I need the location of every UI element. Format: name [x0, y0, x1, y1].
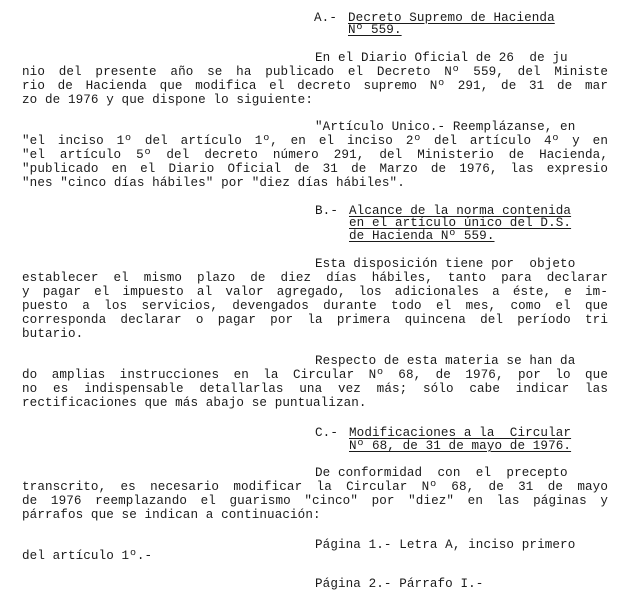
section-c-heading-line-1: Modificaciones a la Circular [349, 426, 572, 440]
section-b-heading-line-3: de Hacienda Nº 559. [349, 229, 495, 243]
section-c-paragraph-line-4: párrafos que se indican a continuación: [22, 508, 321, 522]
section-c-marker: C.- [315, 426, 338, 440]
section-c-paragraph-line-3: de 1976 reemplazando el guarismo "cinco" por "diez" en las páginas y [22, 494, 608, 508]
section-c-paragraph-line-1: De conformidad con el precepto [315, 466, 568, 480]
section-c-paragraph-line-2: transcrito, es necesario modificar la Circular Nº 68, de 31 de mayo [22, 480, 608, 494]
section-b-paragraph-2-line-4: rectificaciones que más abajo se puntualizan. [22, 396, 367, 410]
quote-line-5: "nes "cinco días hábiles" por "diez días hábiles". [22, 176, 405, 190]
section-c-heading-line-2: Nº 68, de 31 de mayo de 1976. [349, 439, 572, 453]
section-c-item-1: Página 1.- Letra A, inciso primero [315, 538, 576, 552]
section-b-marker: B.- [315, 204, 338, 218]
section-c-item-2: Página 2.- Párrafo I.- [315, 577, 484, 591]
section-c-item-1-continuation: del artículo 1º.- [22, 549, 153, 563]
section-a-marker: A.- [314, 11, 337, 25]
section-a-heading-line-2: Nº 559. [348, 23, 402, 37]
quote-line-1: "Artículo Unico.- Reemplázanse, en [315, 120, 576, 134]
section-b-paragraph-2-line-3: no es indispensable detallarlas una vez más; sólo cabe indicar las [22, 382, 608, 396]
quote-line-4: "publicado en el Diario Oficial de 31 de Marzo de 1976, las expresio [22, 162, 608, 176]
section-b-paragraph-1-line-4: puesto a los servicios, devengados durante todo el mes, como el que [22, 299, 608, 313]
section-a-paragraph-line-4: zo de 1976 y que dispone lo siguiente: [22, 93, 313, 107]
section-b-paragraph-1-line-2: establecer el mismo plazo de diez días hábiles, tanto para declarar [22, 271, 608, 285]
section-a-paragraph-line-1: En el Diario Oficial de 26 de ju [315, 51, 568, 65]
section-b-paragraph-1-line-5: corresponda declarar o pagar por la primera quincena del período tri [22, 313, 608, 327]
section-b-paragraph-2-line-1: Respecto de esta materia se han da [315, 354, 576, 368]
quote-line-2: "el inciso 1º del artículo 1º, en el inciso 2º del artículo 4º y en [22, 134, 608, 148]
section-a-paragraph-line-2: nio del presente año se ha publicado el Decreto Nº 559, del Ministe [22, 65, 608, 79]
section-b-paragraph-1-line-3: y pagar el impuesto al valor agregado, los adicionales a éste, e im- [22, 285, 608, 299]
section-b-paragraph-2-line-2: do amplias instrucciones en la Circular Nº 68, de 1976, por lo que [22, 368, 608, 382]
section-b-heading-line-1: Alcance de la norma contenida [349, 204, 572, 218]
section-b-heading-line-2: en el artículo único del D.S. [349, 216, 572, 230]
section-a-heading-line-1: Decreto Supremo de Hacienda [348, 11, 555, 25]
section-b-paragraph-1-line-1: Esta disposición tiene por objeto [315, 257, 576, 271]
section-b-paragraph-1-line-6: butario. [22, 327, 84, 341]
quote-line-3: "el artículo 5º del decreto número 291, del Ministerio de Hacienda, [22, 148, 608, 162]
section-a-paragraph-line-3: rio de Hacienda que modifica el decreto supremo Nº 291, de 31 de mar [22, 79, 608, 93]
